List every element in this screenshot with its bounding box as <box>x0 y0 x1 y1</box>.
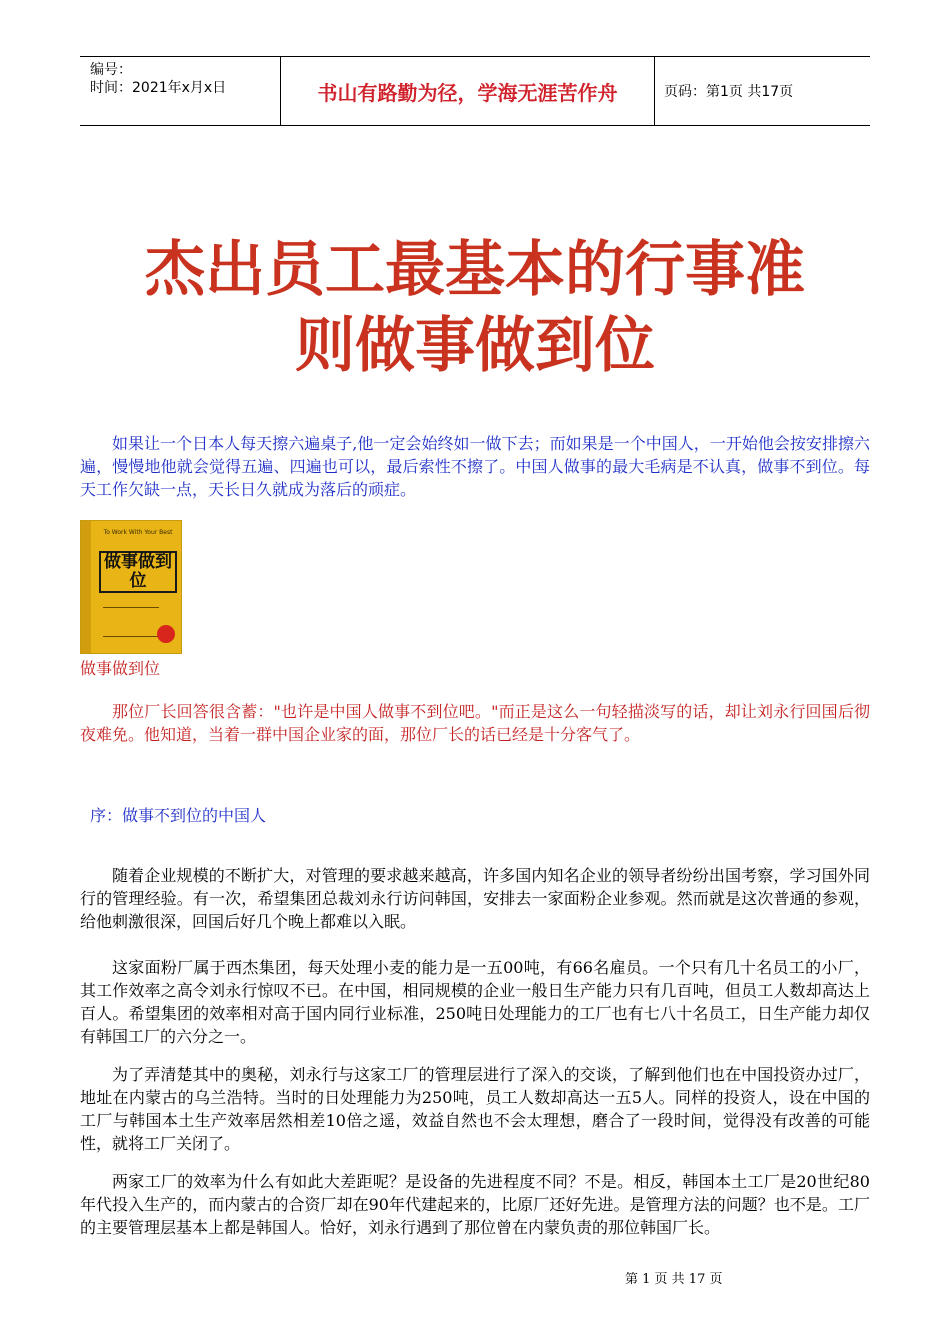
intro-paragraph: 如果让一个日本人每天擦六遍桌子,他一定会始终如一做下去；而如果是一个中国人，一开始他会按安排擦六遍，慢慢地他就会觉得五遍、四遍也可以，最后索性不擦了。中国人做事的最大毛病是不认真，做事不到位。每天工作欠缺一点，天长日久就成为落后的顽症。 <box>80 434 870 499</box>
book-badge-icon <box>157 625 175 643</box>
header-motto: 书山有路勤为径，学海无涯苦作舟 <box>317 80 618 105</box>
quote-paragraph: 那位厂长回答很含蓄："也许是中国人做事不到位吧。"而正是这么一句轻描淡写的话，却让刘永行回国后彻夜难免。他知道，当着一群中国企业家的面，那位厂长的话已经是十分客气了。 <box>80 702 870 744</box>
title-line-1: 杰出员工最基本的行事准 <box>145 235 805 305</box>
book-cover-image <box>80 520 182 654</box>
document-title <box>80 232 870 384</box>
body-paragraph: 这家面粉厂属于西杰集团，每天处理小麦的能力是一五00吨，有66名雇员。一个只有几十名员工的小厂，其工作效率之高令刘永行惊叹不已。在中国，相同规模的企业一般日生产能力只有几百吨，但员工人数却高达上百人。希望集团的效率相对高于国内同行业标准，250吨日处理能力的工厂也有七八十名员工，日生产能力却仅有韩国工厂的六分之一。 <box>80 958 870 1046</box>
body-paragraph: 两家工厂的效率为什么有如此大差距呢？是设备的先进程度不同？不是。相反，韩国本土工厂是20世纪80年代投入生产的，而内蒙古的合资厂却在90年代建起来的，比原厂还好先进。是管理方法的问题？也不是。工厂的主要管理层基本上都是韩国人。恰好，刘永行遇到了那位曾在内蒙负责的那位韩国厂长。 <box>80 1172 870 1237</box>
book-decoration <box>103 607 159 637</box>
book-english-title: To Work With Your Best <box>103 529 173 536</box>
book-spine <box>81 521 91 653</box>
document-time-label: 时间：2021年x月x日 <box>90 80 227 96</box>
header-table <box>80 56 870 126</box>
title-line-2: 则做事做到位 <box>295 311 655 381</box>
section-title: 序：做事不到位的中国人 <box>90 806 267 825</box>
header-meta <box>90 61 280 97</box>
header-divider <box>654 57 655 125</box>
book-caption: 做事做到位 <box>80 659 161 678</box>
book-big-title: 做事做到位 <box>99 551 177 593</box>
document-number-label: 编号： <box>90 62 132 78</box>
header-page-info: 页码：第1页 共17页 <box>664 84 794 100</box>
page-footer: 第 1 页 共 17 页 <box>625 1272 723 1287</box>
body-paragraph: 为了弄清楚其中的奥秘，刘永行与这家工厂的管理层进行了深入的交谈，了解到他们也在中国投资办过厂，地址在内蒙古的乌兰浩特。当时的日处理能力为250吨，员工人数却高达一五5人。同样的投资人，设在中国的工厂与韩国本土生产效率居然相差10倍之遥，效益自然也不会太理想，磨合了一段时间，觉得没有改善的可能性，就将工厂关闭了。 <box>80 1065 870 1153</box>
body-paragraph: 随着企业规模的不断扩大，对管理的要求越来越高，许多国内知名企业的领导者纷纷出国考察，学习国外同行的管理经验。有一次，希望集团总裁刘永行访问韩国，安排去一家面粉企业参观。然而就是这次普通的参观，给他刺激很深，回国后好几个晚上都难以入眠。 <box>80 866 870 931</box>
